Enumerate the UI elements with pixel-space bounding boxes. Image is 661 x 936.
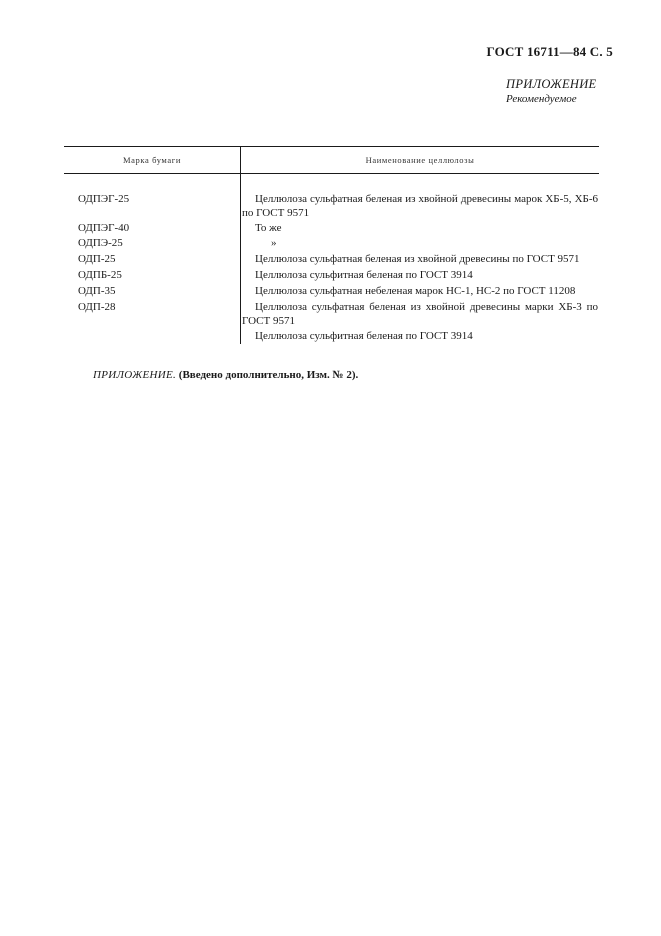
pulp-table — [64, 146, 599, 344]
pulp-cell: Целлюлоза сульфатная небеленая марок НС-1, НС-2 по ГОСТ 11208 — [255, 285, 576, 297]
table-top-rule — [64, 146, 599, 147]
grade-cell: ОДП-28 — [78, 301, 116, 313]
pulp-cell: Целлюлоза сульфитная беленая по ГОСТ 3914 — [255, 330, 473, 342]
pulp-cell: То же — [255, 222, 282, 234]
grade-cell: ОДП-25 — [78, 253, 116, 265]
grade-cell: ОДПБ-25 — [78, 269, 122, 281]
grade-cell: ОДП-35 — [78, 285, 116, 297]
table-header-rule — [64, 173, 599, 174]
appendix-title: ПРИЛОЖЕНИЕ — [506, 77, 597, 91]
amendment-text: (Введено дополнительно, Изм. № 2). — [178, 369, 359, 381]
pulp-cell: Целлюлоза сульфатная беленая из хвойной древесины по ГОСТ 9571 — [255, 253, 580, 265]
grade-cell: ОДПЭГ-25 — [78, 193, 130, 205]
pulp-cell: Целлюлоза сульфатная беленая из хвойной древесины марок ХБ-5, ХБ-6 по ГОСТ 9571 — [242, 193, 598, 219]
grade-cell: ОДПЭГ-40 — [78, 222, 130, 234]
pulp-cell: Целлюлоза сульфатная беленая из хвойной древесины марки ХБ-3 по ГОСТ 9571 — [242, 301, 598, 327]
appendix-heading — [506, 77, 596, 106]
appendix-subtitle: Рекомендуемое — [506, 93, 577, 105]
table-column-divider — [240, 146, 241, 344]
column-header-grade: Марка бумаги — [123, 155, 181, 165]
column-header-pulp: Наименование целлюлозы — [365, 155, 475, 165]
pulp-cell: Целлюлоза сульфитная беленая по ГОСТ 3914 — [255, 269, 473, 281]
amendment-label: ПРИЛОЖЕНИЕ. — [93, 369, 177, 381]
page-header: ГОСТ 16711—84 С. 5 — [486, 44, 613, 59]
pulp-cell: » — [271, 237, 277, 249]
amendment-note — [93, 369, 358, 381]
grade-cell: ОДПЭ-25 — [78, 237, 123, 249]
